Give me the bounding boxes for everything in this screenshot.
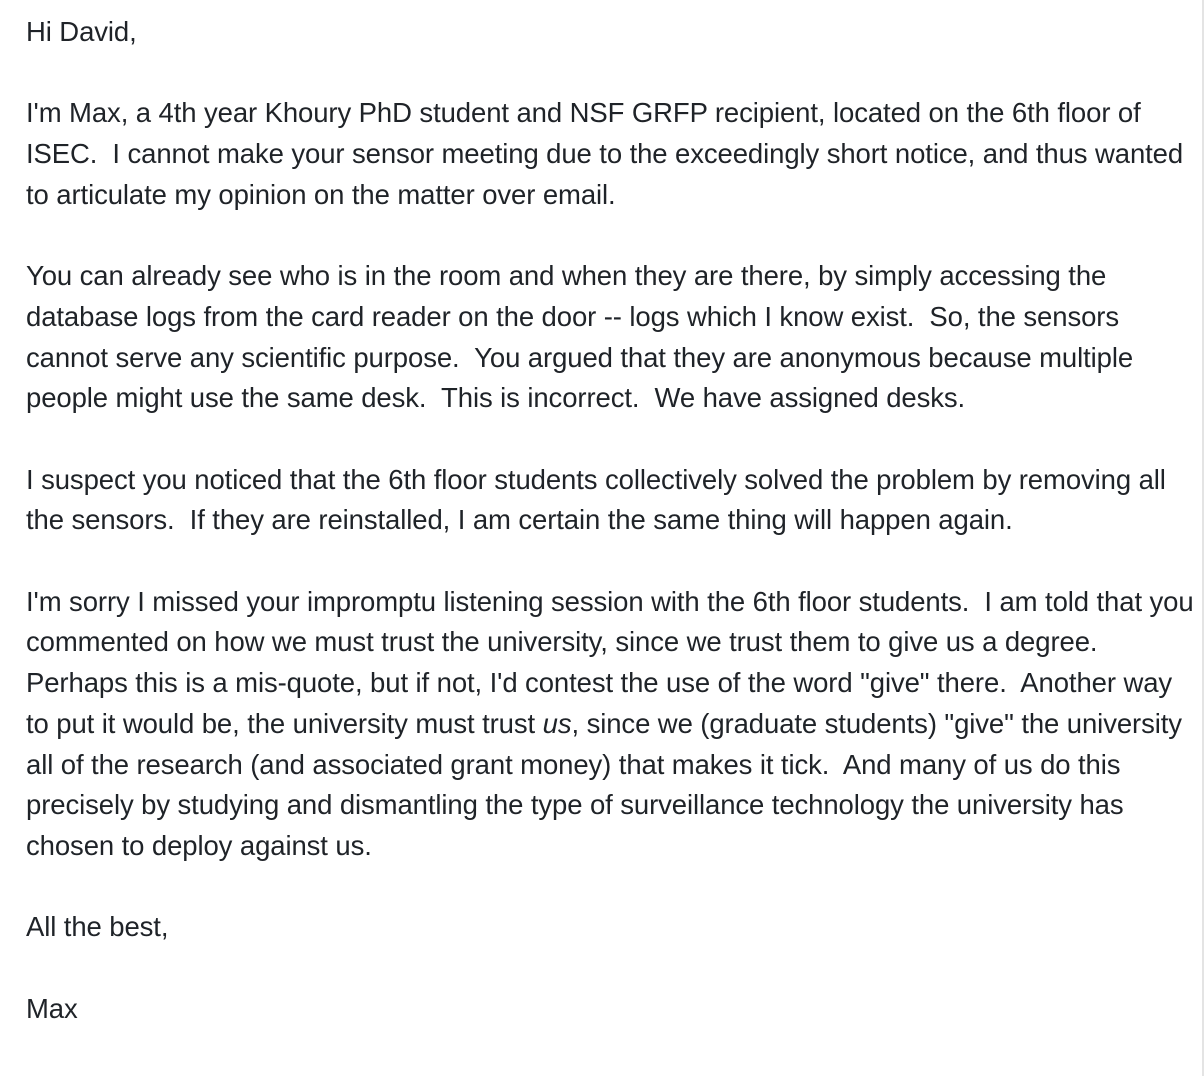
email-greeting: Hi David,: [26, 16, 137, 47]
email-body: [26, 12, 1202, 1029]
email-paragraph-2: You can already see who is in the room and when they are there, by simply accessing the database logs from the card reader on the door -- logs which I know exist. So, the sensors cannot serve any scientific purpose. You argued that they are anonymous because multiple people might use the same desk. This is incorrect. We have assigned desks.: [26, 260, 1141, 414]
email-signature: Max: [26, 992, 78, 1024]
email-paragraph-3: I suspect you noticed that the 6th floor students collectively solved the problem by removing all the sensors. If they are reinstalled, I am certain the same thing will happen again.: [26, 463, 1174, 536]
paragraph-4-text-end: , since we (graduate students) "give" the university all of the research (and associated grant money) that makes it tick. And many of us do this precisely by studying and dismantling the type of surveillance technology the university has chosen to deploy against us.: [26, 707, 1190, 861]
paragraph-4-text-start: I'm sorry I missed your impromptu listening session with the 6th floor students. I am told that you commented on how we must trust the university, since we trust them to give us a degree. Perhaps this is a mis-quote, but if not, I'd contest the use of the word "give" there. Another way to put it would be, the university must trust: [26, 585, 1202, 739]
email-paragraph-4: [26, 582, 1202, 867]
email-closing: All the best,: [26, 911, 169, 943]
emphasized-us: us: [542, 707, 572, 739]
email-paragraph-1: I'm Max, a 4th year Khoury PhD student and NSF GRFP recipient, located on the 6th floor of ISEC. I cannot make your sensor meeting due to the exceedingly short notice, and thus wanted to articulate my opinion on the matter over email.: [26, 97, 1191, 210]
